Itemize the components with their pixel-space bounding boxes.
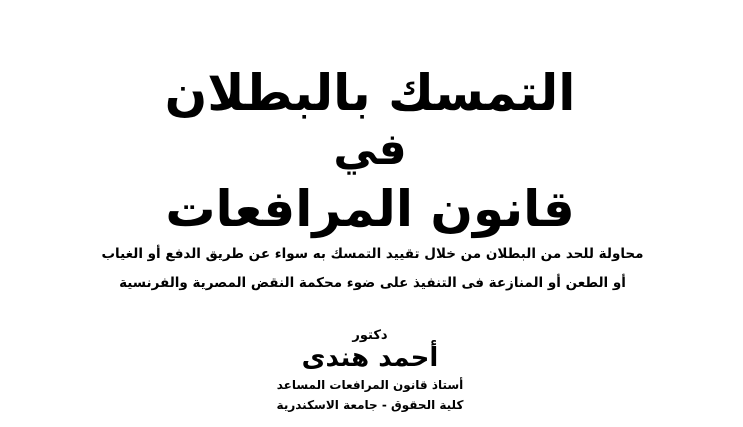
title-line-1: التمسك بالبطلان	[164, 64, 576, 122]
subtitle-line-1: محاولة للحد من البطلان من خلال تقييد التمسك به سواء عن طريق الدفع أو الغياب	[101, 246, 644, 262]
title-line-2: في	[333, 124, 407, 175]
author-label: دكتور	[352, 328, 388, 343]
title-line-3: قانون المرافعات	[165, 180, 575, 238]
author-name: أحمد هندى	[301, 343, 439, 373]
author-title: أستاذ قانون المرافعات المساعد	[276, 378, 464, 392]
author-faculty: كلية الحقوق - جامعة الاسكندرية	[276, 398, 464, 412]
subtitle-line-2: أو الطعن أو المنازعة فى التنفيذ على ضوء محكمة النقض المصرية والفرنسية	[119, 275, 626, 291]
